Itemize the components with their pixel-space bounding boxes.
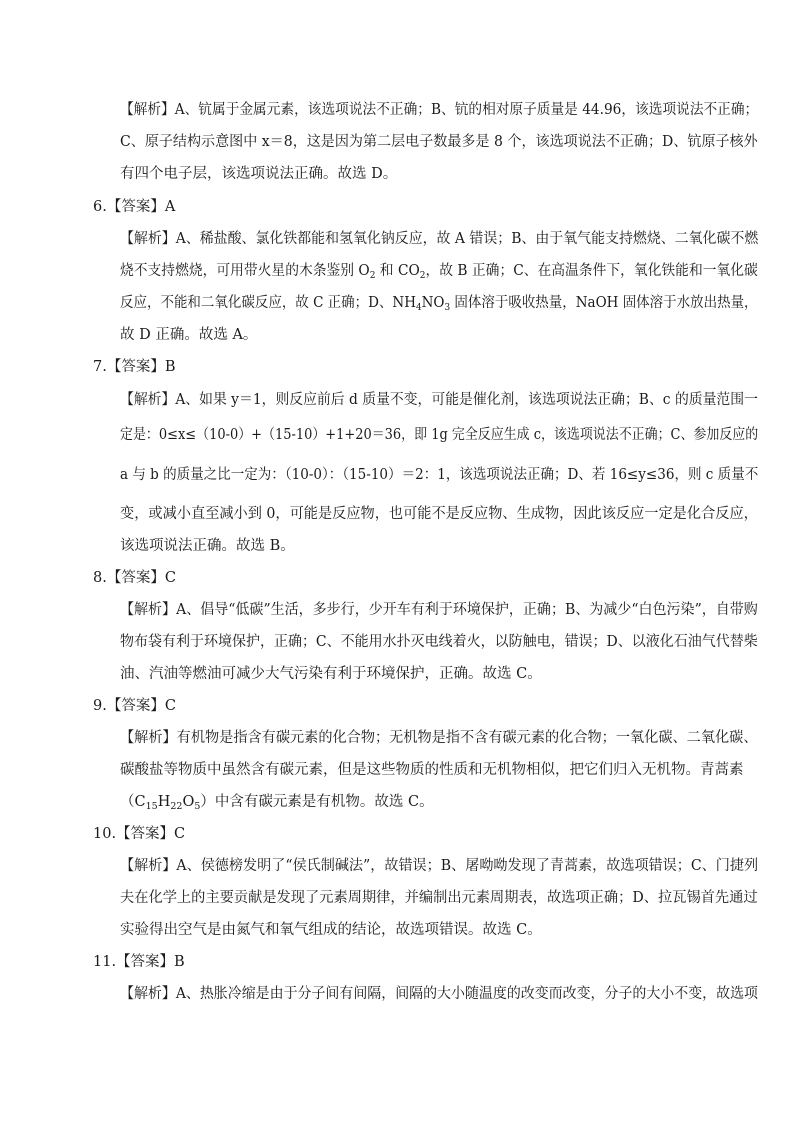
analysis-line [120, 261, 758, 281]
analysis-line: 变，或减小直至减小到 0，可能是反应物，也可能不是反应物、生成物，因此该反应一定是化合反应， [120, 506, 758, 522]
analysis-line: 【解析】A、侯德榜发明了“侯氏制碱法”，故错误；B、屠呦呦发现了青蒿素，故选项错误；C、门捷列 [120, 858, 759, 874]
analysis-line: 故 D 正确。故选 A。 [120, 327, 258, 343]
answer-heading: 6.【答案】A [93, 199, 176, 215]
analysis-line: 【解析】A、热胀冷缩是由于分子间有间隔，间隔的大小随温度的改变而改变，分子的大小不变，故选项 [120, 986, 758, 1002]
analysis-line: $(C_{15}H_{22}O_5)$中含有碳元素是有机物。故选 C。 [120, 794, 434, 812]
analysis-line: 【解析】A、如果 y＝1，则反应前后 d 质量不变，可能是催化剂，该选项说法正确；B、c 的质量范围一 [120, 392, 758, 408]
analysis-line: 物布袋有利于环境保护，正确；C、不能用水扑灭电线着火，以防触电，错误；D、以液化石油气代替柴 [120, 634, 758, 650]
analysis-line: 有四个电子层，该选项说法正确。故选 D。 [120, 166, 398, 182]
analysis-line: 反应，不能和二氧化碳反应，故 C 正确；D、$NH_4NO_3$ 固体溶于吸收热量，NaOH 固体溶于水放出热量， [120, 295, 758, 313]
answer-heading: 11.【答案】B [93, 954, 185, 970]
analysis-line: 夫在化学上的主要贡献是发现了元素周期律，并编制出元素周期表，故选项正确；D、拉瓦锡首先通过 [120, 890, 758, 906]
answer-heading: 8.【答案】C [93, 570, 176, 586]
analysis-line: 该选项说法正确。故选 B。 [120, 538, 295, 554]
analysis-line: 油、汽油等燃油可减少大气污染有利于环境保护，正确。故选 C。 [120, 666, 542, 682]
answer-heading: 9.【答案】C [93, 698, 176, 714]
analysis-line: 实验得出空气是由氮气和氧气组成的结论，故选项错误。故选 C。 [120, 922, 542, 938]
answer-heading: 10.【答案】C [93, 826, 186, 842]
analysis-line: 碳酸盐等物质中虽然含有碳元素，但是这些物质的性质和无机物相似，把它们归入无机物。青蒿素 [120, 762, 744, 778]
analysis-line: 【解析】有机物是指含有碳元素的化合物；无机物是指不含有碳元素的化合物；一氧化碳、二氧化碳、 [120, 730, 758, 746]
analysis-line: 【解析】A、钪属于金属元素，该选项说法不正确；B、钪的相对原子质量是 44.96，该选项说法不正确； [120, 102, 759, 118]
analysis-line: a 与 b 的质量之比一定为：（10-0）：（15-10）＝2：1，该选项说法正确；D、若 16≤y≤36，则 c 质量不 [120, 467, 759, 483]
answer-heading: 7.【答案】B [93, 359, 176, 375]
analysis-line: 【解析】A、稀盐酸、氯化铁都能和氢氧化钠反应，故 A 错误；B、由于氧气能支持燃烧、二氧化碳不燃 [120, 231, 759, 247]
analysis-line: 【解析】A、倡导“低碳”生活，多步行，少开车有利于环境保护，正确；B、为减少“白色污染”，自带购 [120, 602, 758, 618]
analysis-line: 定是：0≤x≤（10-0）+（15-10）+1+20＝36，即 1g 完全反应生成 c，该选项说法不正确；C、参加反应的 [120, 427, 759, 443]
analysis-line: C、原子结构示意图中 x＝8，这是因为第二层电子数最多是 8 个，该选项说法不正确；D、钪原子核外 [120, 134, 758, 150]
analysis-line-text: 烧不支持燃烧，可用带火星的木条鉴别 $O_2$ 和 $CO_2$，故 B 正确；C、在高温条件下，氧化铁能和一氧化碳 [120, 263, 758, 281]
